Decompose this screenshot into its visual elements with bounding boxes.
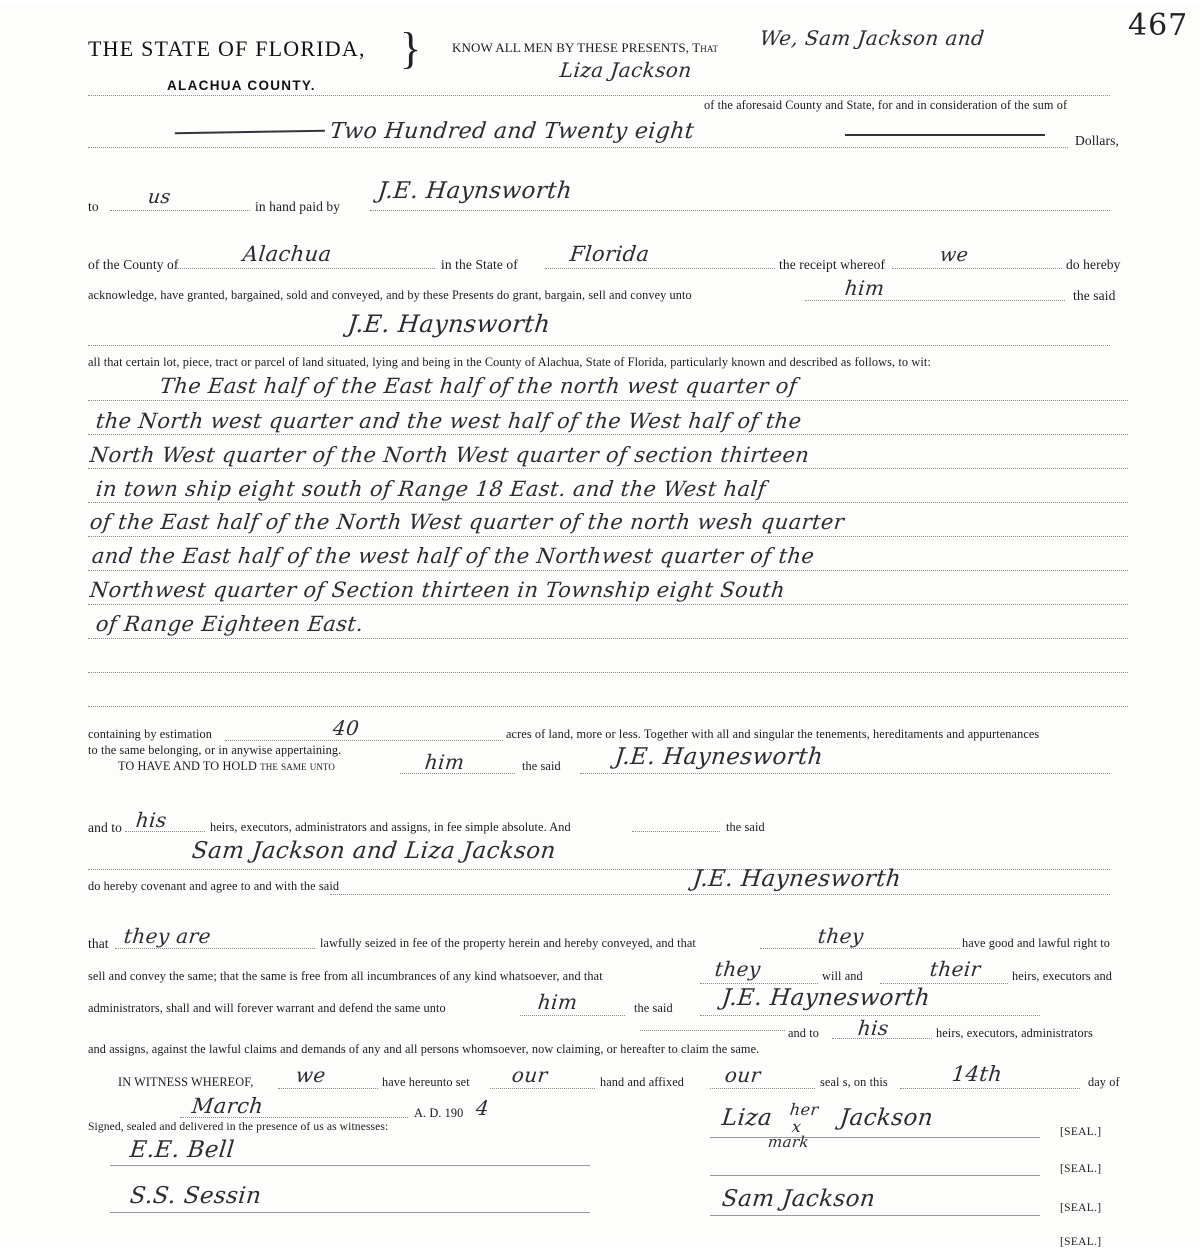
our-value-2: our [723, 1063, 762, 1087]
desc-rule-8 [88, 638, 1128, 639]
convey-unto-value: him [843, 276, 886, 300]
legal-description-line-4: in town ship eight south of Range 18 East. and the West half [94, 477, 768, 501]
rule-to [110, 210, 250, 211]
heading-county: ALACHUA COUNTY. [167, 78, 316, 93]
signature-1-mark-label: mark [767, 1133, 810, 1151]
desc-rule-2 [88, 434, 1128, 435]
legal-description-line-3: North West quarter of the North West quarter of section thirteen [88, 443, 811, 467]
heirs-text-1: heirs, executors, administrators and assigns, in fee simple absolute. And [210, 820, 571, 834]
grantee-paid-name: J.E. Haynsworth [376, 178, 574, 204]
legal-description-line-6: and the East half of the west half of the Northwest quarter of the [90, 544, 816, 568]
the-said-label-1: the said [1073, 288, 1116, 303]
rule-convey-unto [805, 300, 1065, 301]
and-assigns-text: and assigns, against the lawful claims and demands of any and all persons whomsoever, now claiming, or hereafter to claim the same. [88, 1042, 760, 1056]
rule-acreage [225, 740, 503, 741]
desc-rule-1 [88, 400, 1128, 401]
desc-rule-10 [88, 706, 1128, 707]
appertaining-text: to the same belonging, or in anywise appertaining. [88, 743, 342, 757]
lawfully-seized-text: lawfully seized in fee of the property herein and hereby conveyed, and that [320, 936, 696, 950]
heirs-executors-administrators-label: heirs, executors, administrators [936, 1026, 1093, 1040]
dollars-label: Dollars, [1075, 133, 1119, 148]
year-digit-value: 4 [474, 1096, 491, 1120]
acres-text: acres of land, more or less. Together with all and singular the tenements, hereditaments and appurtenances [506, 727, 1040, 741]
covenantors-names: Sam Jackson and Liza Jackson [190, 838, 558, 864]
rule-covenantors [88, 869, 1110, 870]
day-of-label: day of [1088, 1075, 1120, 1089]
aforesaid-text: of the aforesaid County and State, for and in consideration of the sum of [704, 98, 1068, 112]
rule-grantee [88, 345, 1110, 346]
rule-their [880, 983, 1008, 984]
heirs-executors-and-label: heirs, executors and [1012, 969, 1112, 983]
do-hereby-label: do hereby [1066, 257, 1121, 272]
signature-1-her-label: her [789, 1100, 820, 1119]
the-said-label-4: the said [634, 1001, 673, 1015]
county-value: Alachua [241, 242, 333, 266]
acreage-value: 40 [331, 716, 361, 740]
of-the-county-of-label: of the County of [88, 257, 179, 272]
seal-label-4: [SEAL.] [1060, 1236, 1102, 1248]
legal-description-line-8: of Range Eighteen East. [94, 612, 365, 636]
acknowledge-text: acknowledge, have granted, bargained, sold and conveyed, and by these Presents do grant, bargain, sell and convey unto [88, 288, 692, 302]
flourish-left [175, 130, 325, 145]
containing-by-estimation-label: containing by estimation [88, 727, 212, 741]
to-value: us [146, 186, 172, 208]
witness-line-2 [110, 1212, 590, 1213]
seal-label-2: [SEAL.] [1060, 1163, 1102, 1175]
that-value: they are [122, 924, 213, 948]
description-intro-text: all that certain lot, piece, tract or parcel of land situated, lying and being in the County of Alachua, State of Florida, particularly known and described as follows, to wit: [88, 355, 931, 369]
rule-they-1 [760, 948, 960, 949]
witness-signature-1: E.E. Bell [128, 1137, 236, 1163]
grantor-signature-line-3 [710, 1215, 1040, 1216]
they-value-2: they [713, 957, 762, 981]
defend-name: J.E. Haynesworth [720, 985, 932, 1011]
and-to-label: and to [88, 820, 122, 835]
have-and-hold-label: TO HAVE AND TO HOLD the same unto [118, 759, 335, 773]
legal-description-line-2: the North west quarter and the west half of the West half of the [94, 409, 803, 433]
desc-rule-4 [88, 502, 1128, 503]
rule-hold-name [580, 773, 1110, 774]
flourish-right [845, 134, 1045, 136]
grantor-signature-line-1 [710, 1137, 1040, 1138]
rule-day-number [900, 1088, 1080, 1089]
covenant-with-name: J.E. Haynesworth [691, 866, 903, 892]
will-and-label: will and [822, 969, 863, 983]
they-value-1: they [816, 924, 865, 948]
legal-description-line-1: The East half of the East half of the north west quarter of [158, 374, 799, 398]
rule-that [115, 948, 315, 949]
seals-on-this-label: seal s, on this [820, 1075, 888, 1089]
day-number-value: 14th [950, 1062, 1004, 1086]
header-brace: } [400, 24, 422, 73]
signature-1-last-name: Jackson [838, 1105, 935, 1131]
rule-2 [88, 147, 1068, 148]
signature-2: Sam Jackson [720, 1186, 877, 1212]
seal-label-1: [SEAL.] [1060, 1126, 1102, 1138]
grantors-line-2: Liza Jackson [558, 58, 694, 82]
signature-1-mark-x: x [791, 1117, 803, 1136]
month-value: March [190, 1094, 265, 1118]
in-the-state-of-label: in the State of [441, 257, 518, 272]
ad-label: A. D. 190 [414, 1106, 464, 1120]
know-all-men-text: KNOW ALL MEN BY THESE PRESENTS, That [452, 40, 719, 55]
heading-state: THE STATE OF FLORIDA, [88, 36, 366, 61]
our-value-1: our [510, 1063, 549, 1087]
hereunto-set-label: have hereunto set [382, 1075, 470, 1089]
that-label: that [88, 936, 109, 951]
and-to-value: his [134, 808, 169, 832]
desc-rule-6 [88, 570, 1128, 571]
their-value: their [928, 957, 982, 981]
consideration-amount: Two Hundred and Twenty eight [328, 119, 696, 144]
desc-rule-5 [88, 536, 1128, 537]
receipt-whereof-label: the receipt whereof [779, 257, 886, 272]
sell-convey-text: sell and convey the same; that the same is free from all incumbrances of any kind whatsoever, and that [88, 969, 603, 983]
rule-and-to-2-lead [640, 1030, 785, 1031]
grantor-signature-line-2 [710, 1175, 1040, 1176]
desc-rule-3 [88, 468, 1128, 469]
state-value: Florida [568, 242, 651, 266]
rule-county [170, 268, 435, 269]
rule-state [545, 268, 775, 269]
rule-and-blank [632, 831, 720, 832]
rule-covenant-with [330, 894, 1110, 895]
good-right-text: have good and lawful right to [962, 936, 1111, 950]
the-said-label-2: the said [522, 759, 561, 773]
receipt-value: we [938, 244, 970, 266]
desc-rule-9 [88, 672, 1128, 673]
seal-label-3: [SEAL.] [1060, 1202, 1102, 1214]
desc-rule-7 [88, 604, 1128, 605]
rule-paid-by [370, 210, 1110, 211]
have-and-hold-value: him [423, 750, 466, 774]
rule-witness-we [278, 1088, 378, 1089]
scan-top-edge [0, 0, 1200, 6]
and-to-label-2: and to [788, 1026, 819, 1040]
rule-our-2 [710, 1088, 815, 1089]
hand-and-affixed-label: hand and affixed [600, 1075, 685, 1089]
rule-defend-unto [520, 1015, 625, 1016]
in-witness-whereof-label: IN WITNESS WHEREOF, [118, 1075, 254, 1089]
the-said-label-3: the said [726, 820, 765, 834]
rule-1 [88, 95, 1110, 96]
administrators-text: administrators, shall and will forever warrant and defend the same unto [88, 1001, 446, 1015]
signature-1-first-name: Liza [720, 1105, 774, 1131]
to-label: to [88, 199, 99, 214]
grantors-line-1: We, Sam Jackson and [758, 26, 986, 50]
rule-receipt [892, 268, 1062, 269]
do-hereby-covenant-text: do hereby covenant and agree to and with the said [88, 879, 340, 893]
witness-line-1 [110, 1165, 590, 1166]
witness-signature-2: S.S. Sessin [128, 1183, 263, 1209]
legal-description-line-5: of the East half of the North West quarter of the north wesh quarter [88, 510, 846, 534]
signed-sealed-text: Signed, sealed and delivered in the presence of us as witnesses: [88, 1120, 389, 1133]
legal-description-line-7: Northwest quarter of Section thirteen in Township eight South [88, 578, 787, 602]
and-to-value-2: his [856, 1016, 891, 1040]
defend-unto-value: him [536, 990, 579, 1014]
rule-they-2 [700, 983, 818, 984]
in-hand-paid-by-label: in hand paid by [255, 199, 341, 214]
witness-we-value: we [294, 1063, 328, 1087]
have-and-hold-name: J.E. Haynesworth [613, 744, 825, 770]
rule-our-1 [490, 1088, 595, 1089]
page-number: 467 [1128, 8, 1189, 43]
grantee-name: J.E. Haynsworth [346, 310, 552, 338]
